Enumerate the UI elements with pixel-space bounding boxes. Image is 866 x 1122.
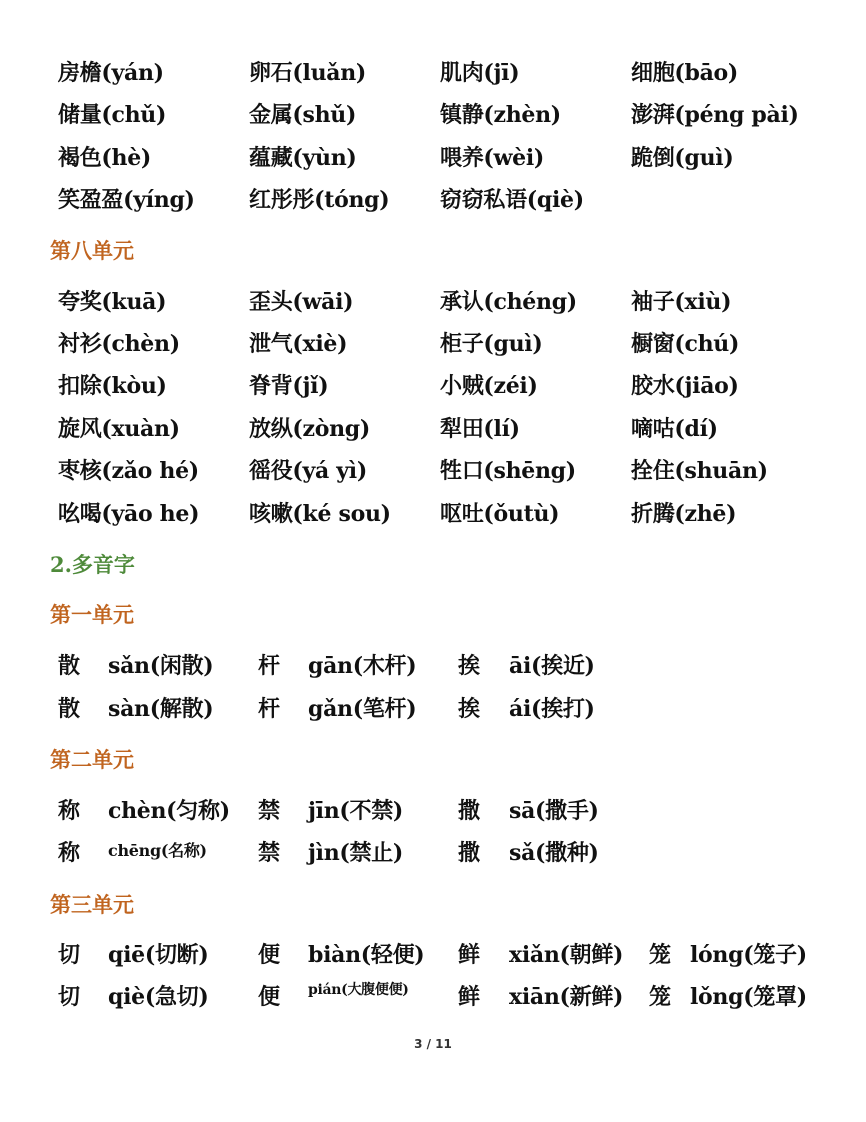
word-item: 呕吐(ǒutù) [440, 501, 560, 527]
polyphone-char: 散 [58, 653, 81, 679]
word-item: 承认(chéng) [440, 289, 577, 315]
polyphone-char: 便 [258, 984, 281, 1010]
word-item: 喂养(wèi) [440, 145, 545, 171]
word-row [58, 409, 858, 449]
polyphone-reading: lóng(笼子) [690, 942, 807, 968]
word-item: 徭役(yá yì) [249, 458, 367, 484]
word-row [58, 366, 858, 406]
polyphone-char: 挨 [458, 696, 481, 722]
polyphone-char: 笼 [649, 942, 672, 968]
unit2-heading: 第二单元 [50, 747, 134, 772]
polyphone-row [58, 977, 858, 1017]
word-item: 袖子(xiù) [631, 289, 732, 315]
polyphone-row [58, 935, 858, 975]
word-item: 细胞(bāo) [631, 60, 739, 86]
polyphone-char: 鲜 [458, 942, 481, 968]
word-item: 柜子(guì) [440, 331, 543, 357]
polyphone-char: 挨 [458, 653, 481, 679]
polyphone-reading: gān(木杆) [308, 653, 417, 679]
polyphone-reading: xiǎn(朝鲜) [509, 942, 624, 968]
word-item: 放纵(zòng) [249, 416, 370, 442]
polyphone-char: 禁 [258, 840, 281, 866]
unit3-heading: 第三单元 [50, 892, 134, 917]
polyphone-char: 切 [58, 984, 81, 1010]
word-item: 枣核(zǎo hé) [58, 458, 199, 484]
word-item: 扣除(kòu) [58, 373, 167, 399]
polyphone-char: 撒 [458, 798, 481, 824]
polyphone-reading: āi(挨近) [509, 653, 595, 679]
polyphone-char: 称 [58, 840, 81, 866]
word-item: 跪倒(guì) [631, 145, 734, 171]
word-item: 肌肉(jī) [440, 60, 520, 86]
polyphone-char: 散 [58, 696, 81, 722]
word-item: 储量(chǔ) [58, 102, 167, 128]
polyphone-reading: jīn(不禁) [308, 798, 404, 824]
section-title: 2.多音字 [50, 552, 135, 577]
word-row [58, 180, 858, 220]
polyphone-reading: chēng(名称) [108, 841, 207, 860]
polyphone-reading: sǎ(撒种) [509, 840, 599, 866]
unit8-heading: 第八单元 [50, 238, 134, 263]
word-row [58, 138, 858, 178]
polyphone-char: 撒 [458, 840, 481, 866]
polyphone-reading: qiē(切断) [108, 942, 209, 968]
polyphone-row [58, 646, 858, 686]
word-item: 胶水(jiāo) [631, 373, 739, 399]
polyphone-reading: qiè(急切) [108, 984, 209, 1010]
word-item: 卵石(luǎn) [249, 60, 367, 86]
word-item: 嘀咕(dí) [631, 416, 718, 442]
polyphone-reading: sā(撒手) [509, 798, 599, 824]
polyphone-char: 切 [58, 942, 81, 968]
word-row [58, 95, 858, 135]
word-item: 蕴藏(yùn) [249, 145, 357, 171]
word-item: 红彤彤(tóng) [249, 187, 390, 213]
word-item: 褐色(hè) [58, 145, 152, 171]
word-item: 泄气(xiè) [249, 331, 348, 357]
polyphone-reading: gǎn(笔杆) [308, 696, 417, 722]
word-item: 窃窃私语(qiè) [440, 187, 584, 213]
polyphone-reading: lǒng(笼罩) [690, 984, 807, 1010]
polyphone-char: 鲜 [458, 984, 481, 1010]
polyphone-reading: sàn(解散) [108, 696, 214, 722]
polyphone-char: 杆 [258, 653, 281, 679]
polyphone-row [58, 833, 858, 873]
word-item: 吆喝(yāo he) [58, 501, 200, 527]
polyphone-reading: chèn(匀称) [108, 798, 230, 824]
word-item: 咳嗽(ké sou) [249, 501, 391, 527]
word-row [58, 282, 858, 322]
word-row [58, 451, 858, 491]
word-item: 房檐(yán) [58, 60, 164, 86]
unit1-heading: 第一单元 [50, 602, 134, 627]
word-item: 澎湃(péng pài) [631, 102, 799, 128]
word-item: 橱窗(chú) [631, 331, 740, 357]
polyphone-reading: ái(挨打) [509, 696, 595, 722]
word-item: 拴住(shuān) [631, 458, 768, 484]
word-item: 金属(shǔ) [249, 102, 357, 128]
word-item: 脊背(jǐ) [249, 373, 329, 399]
polyphone-char: 杆 [258, 696, 281, 722]
polyphone-reading: xiān(新鲜) [509, 984, 624, 1010]
word-item: 镇静(zhèn) [440, 102, 561, 128]
word-item: 笑盈盈(yíng) [58, 187, 195, 213]
word-row [58, 53, 858, 93]
polyphone-char: 便 [258, 942, 281, 968]
polyphone-reading: jìn(禁止) [308, 840, 404, 866]
word-item: 犁田(lí) [440, 416, 520, 442]
polyphone-row [58, 689, 858, 729]
polyphone-reading: pián(大腹便便) [308, 982, 409, 998]
word-item: 牲口(shēng) [440, 458, 576, 484]
word-row [58, 494, 858, 534]
word-item: 旋风(xuàn) [58, 416, 180, 442]
word-item: 歪头(wāi) [249, 289, 354, 315]
page-number: 3 / 11 [414, 1037, 452, 1051]
word-item: 折腾(zhē) [631, 501, 737, 527]
word-item: 小贼(zéi) [440, 373, 538, 399]
polyphone-char: 称 [58, 798, 81, 824]
polyphone-char: 笼 [649, 984, 672, 1010]
polyphone-row [58, 791, 858, 831]
word-row [58, 324, 858, 364]
polyphone-char: 禁 [258, 798, 281, 824]
word-item: 衬衫(chèn) [58, 331, 180, 357]
word-item: 夸奖(kuā) [58, 289, 167, 315]
polyphone-reading: sǎn(闲散) [108, 653, 214, 679]
polyphone-reading: biàn(轻便) [308, 942, 425, 968]
